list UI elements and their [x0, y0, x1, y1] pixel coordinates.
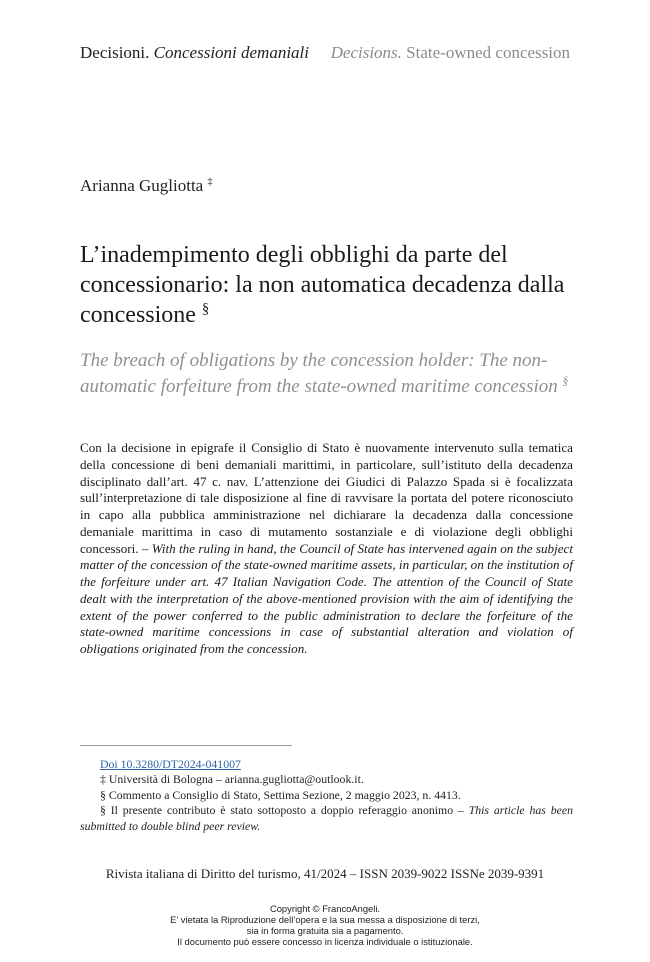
author-footnote-mark: ‡	[207, 176, 213, 188]
footnote-commentary: § Commento a Consiglio di Stato, Settima Sezione, 2 maggio 2023, n. 4413.	[100, 787, 461, 802]
title-italian-footnote-mark: §	[201, 301, 210, 317]
footnotes	[80, 757, 573, 834]
footnote-review-english: This article has been submitted to double blind peer review.	[80, 803, 573, 833]
copyright-line-1: Copyright © FrancoAngeli.	[269, 903, 381, 914]
copyright-line-2: E’ vietata la Riproduzione dell’opera e la sua messa a disposizione di terzi,	[170, 914, 480, 925]
title-italian-text: L’inadempimento degli obblighi da parte del concessionario: la non automatica decadenza dalla concessione	[80, 242, 565, 328]
abstract	[80, 440, 573, 658]
copyright-notice	[0, 903, 650, 947]
author-line	[80, 176, 213, 196]
running-header	[80, 43, 570, 63]
copyright-line-3: sia in forma gratuita sia a pagamento.	[246, 925, 404, 936]
abstract-italian: Con la decisione in epigrafe il Consiglio di Stato è nuovamente intervenuto sulla tematica della concessione di beni demaniali marittimi, in particolare, sull’istituto della decadenza disciplinato dall’art. 47 c. nav. L’attenzione dei Giudici di Palazzo Spada si è focalizzata sull’interpretazione di tale disposizione al fine di ravvisare la portata del potere riconosciuto in capo alla pubblica amministrazione nel dichiarare la decadenza dalla concessione demaniale marittima in caso di mutamento sostanziale e di violazione degli obblighi concessori. –	[80, 440, 573, 556]
article-title-italian	[80, 240, 580, 330]
header-right-section: Decisions.	[330, 43, 402, 62]
header-right	[331, 43, 570, 63]
journal-citation: Rivista italiana di Diritto del turismo, 41/2024 – ISSN 2039-9022 ISSNe 2039-9391	[105, 866, 545, 881]
header-left-topic: Concessioni demaniali	[153, 43, 310, 62]
footnote-affiliation: ‡ Università di Bologna – arianna.gugliotta@outlook.it.	[100, 772, 364, 787]
article-title-english	[80, 348, 580, 400]
abstract-english: With the ruling in hand, the Council of State has intervened again on the subject matter of the concession of the state-owned maritime assets, in particular, on the institution of the forfeiture under art. 47 Italian Navigation Code. The attention of the Council of State dealt with the interpretation of the above-mentioned provision with the aim of identifying the extent of the power conferred to the public administration to declare the forfeiture of the state-owned maritime concessions in case of substantial alteration and violation of obligations originated from the concession.	[80, 540, 574, 656]
footnote-review	[80, 803, 573, 834]
doi-link[interactable]: Doi 10.3280/DT2024-041007	[100, 757, 241, 771]
author-name: Arianna Gugliotta	[80, 176, 204, 195]
footnote-doi	[80, 757, 573, 772]
header-right-topic: State-owned concession	[406, 43, 570, 62]
header-left-section: Decisioni.	[80, 43, 150, 62]
copyright-line-4: Il documento può essere concesso in licenza individuale o istituzionale.	[177, 936, 473, 947]
footnote-review-italian: § Il presente contributo è stato sottoposto a doppio referaggio anonimo –	[100, 803, 464, 818]
title-english-text: The breach of obligations by the concession holder: The non-automatic forfeiture from the state-owned maritime concession	[80, 350, 558, 397]
title-english-footnote-mark: §	[562, 375, 569, 388]
header-left	[80, 43, 309, 63]
footnote-separator	[80, 745, 292, 746]
